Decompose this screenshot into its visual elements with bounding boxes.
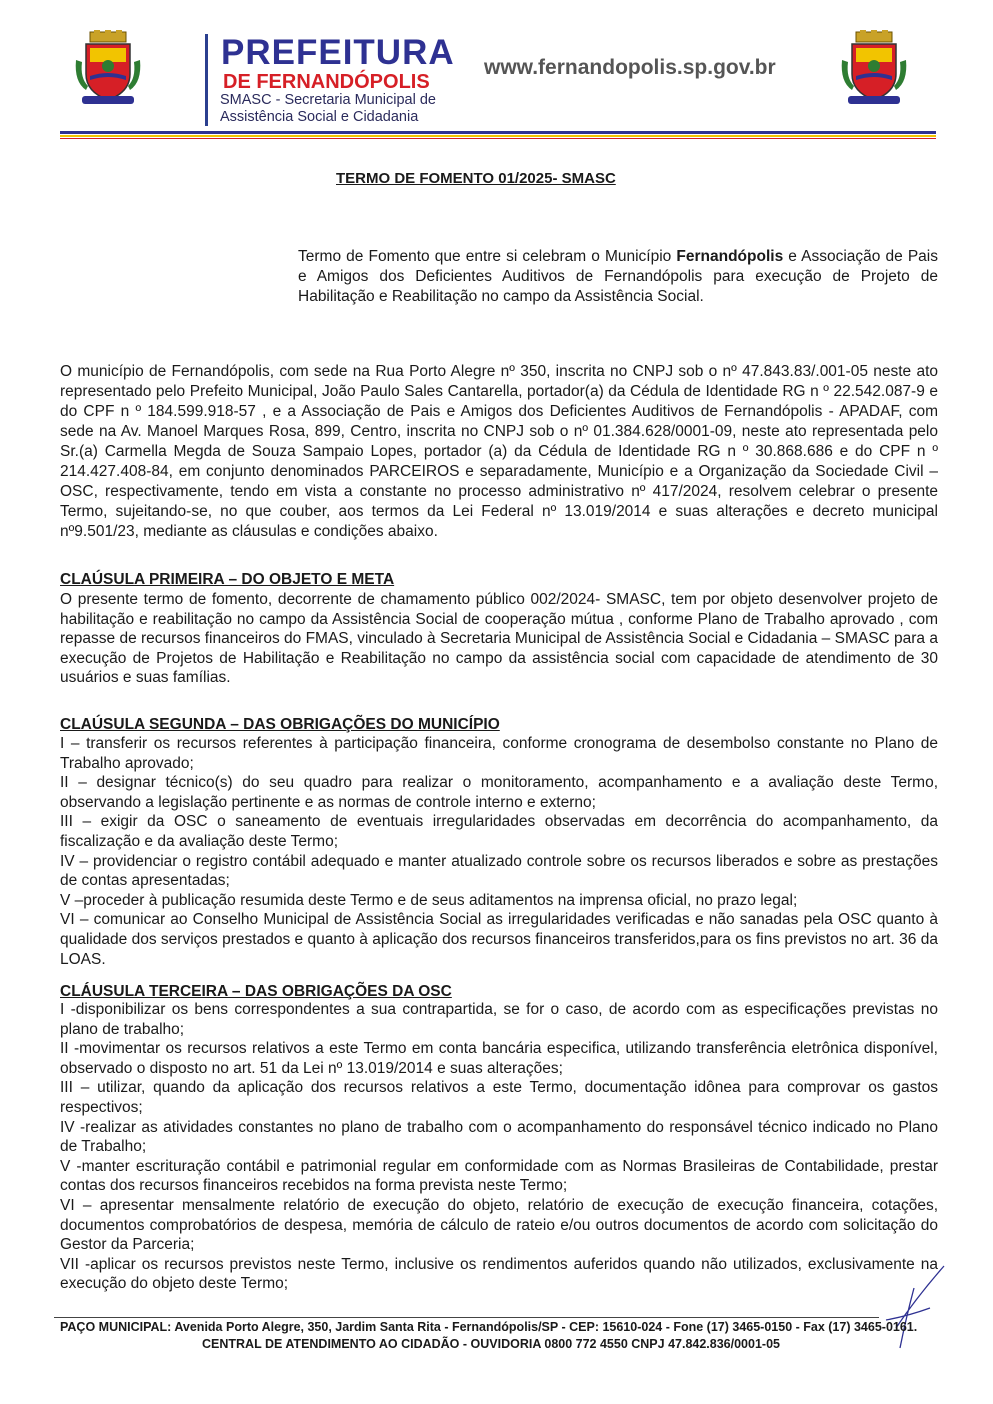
- preamble-text-2: e Associação de Pais e Amigos dos Deficientes Auditivos de Fernandópolis para execução de Projeto de Habilitação e Reabilitação no campo da Assistência Social.: [298, 248, 938, 305]
- footer-rule: [54, 1317, 879, 1318]
- intro-paragraph: O município de Fernandópolis, com sede na Rua Porto Alegre nº 350, inscrita no CNPJ sob o nº 47.843.83/.001-05 neste ato representado pelo Prefeito Municipal, João Paulo Sales Cantarella, portador(a) da Cédula de Identidade RG n º 22.542.087-9 e do CPF n º 184.599.918-57 , e a Associação de Pais e Amigos dos Deficientes Auditivos de Fernandópolis - APADAF, com sede na Av. Manoel Marques Rosa, 899, Centro, inscrita no CNPJ sob o nº 01.384.628/0001-09, neste ato representada pelo Sr.(a) Carmella Megda de Souza Sampaio Lopes, portador (a) da Cédula de Identidade RG n º 30.868.686 e do CPF n º 214.427.408-84, em conjunto denominados PARCEIROS e separadamente, Município e a Organização da Sociedade Civil – OSC, respectivamente, tendo em vista a constante no processo administrativo nº 417/2024, resolvem celebrar o presente Termo, sujeitando-se, no que couber, aos termos da Lei Federal nº 13.019/2014 e suas alterações e decreto municipal nº9.501/23, mediante as cláusulas e condições abaixo.: [60, 363, 938, 540]
- signature-initials: [856, 1258, 956, 1358]
- clause-body-third: [60, 1000, 938, 1294]
- preamble-bold-municipality: Fernandópolis: [676, 248, 784, 265]
- preamble-paragraph: [298, 247, 938, 307]
- coat-of-arms-icon: [72, 30, 144, 110]
- document-title: TERMO DE FOMENTO 01/2025- SMASC: [336, 170, 616, 187]
- clause-item: V -manter escrituração contábil e patrimonial regular em conformidade com as Normas Brasileiras de Contabilidade, prestar contas dos recursos financeiros recebidos na forma prevista neste Termo;: [60, 1157, 938, 1195]
- clause-heading-first: CLAÚSULA PRIMEIRA – DO OBJETO E META: [60, 571, 395, 588]
- brand-subtitle: DE FERNANDÓPOLIS: [223, 71, 430, 93]
- footer-address: PAÇO MUNICIPAL: Avenida Porto Alegre, 350, Jardim Santa Rita - Fernandópolis/SP - CEP: 15610-024 - Fone (17) 3465-0150 - Fax (17) 3465-0161.: [60, 1320, 918, 1334]
- clause-body-first: [60, 590, 938, 688]
- clause-item: I -disponibilizar os bens correspondentes a sua contrapartida, se for o caso, de acordo com as especificações previstas no plano de trabalho;: [60, 1001, 938, 1038]
- brand-title: PREFEITURA: [221, 33, 455, 72]
- coat-of-arms-icon: [838, 30, 910, 110]
- clause-body-second: [60, 734, 938, 969]
- footer-ombudsman: CENTRAL DE ATENDIMENTO AO CIDADÃO - OUVIDORIA 0800 772 4550 CNPJ 47.842.836/0001-05: [202, 1337, 780, 1351]
- header-rule-yellow: [60, 135, 936, 137]
- clause-item: VI – comunicar ao Conselho Municipal de Assistência Social as irregularidades verificadas e não sanadas pela OSC quanto à qualidade dos serviços prestados e quanto à aplicação dos recursos financeiros transferidos,para os fins previstos no art. 36 da LOAS.: [60, 911, 938, 968]
- clause-item: III – utilizar, quando da aplicação dos recursos relativos a este Termo, documentação idônea para comprovar os gastos respectivos;: [60, 1079, 938, 1116]
- department-line-2: Assistência Social e Cidadania: [220, 109, 419, 125]
- clause-item: O presente termo de fomento, decorrente de chamamento público 002/2024- SMASC, tem por objeto desenvolver projeto de habilitação e reabilitação no campo da Assistência Social de cooperação mútua , conforme Plano de Trabalho aprovado , com repasse de recursos financeiros do FMAS, vinculado à Secretaria Municipal de Assistência Social e Cidadania – SMASC para a execução de Projetos de Habilitação e Reabilitação no campo da assistência social com capacidade de atendimento de 30 usuários e suas famílias.: [60, 591, 938, 687]
- clause-item: IV – providenciar o registro contábil adequado e manter atualizado controle sobre os recursos liberados e sobre as prestações de contas apresentadas;: [60, 852, 938, 890]
- header-rule-blue: [60, 131, 936, 134]
- website-url[interactable]: www.fernandopolis.sp.gov.br: [484, 56, 776, 79]
- clause-item: VI – apresentar mensalmente relatório de execução do objeto, relatório de execução de execução financeira, cotações, documentos comprobatórios de despesa, memória de cálculo de rateio e/ou outros documentos de acordo com solicitação do Gestor da Parceria;: [60, 1196, 938, 1254]
- brand-divider: [205, 34, 208, 126]
- clause-item: VII -aplicar os recursos previstos neste Termo, inclusive os rendimentos auferidos quando não utilizados, exclusivamente na execução do objeto deste Termo;: [60, 1255, 938, 1293]
- clause-item: IV -realizar as atividades constantes no plano de trabalho com o acompanhamento do responsável técnico indicado no Plano de Trabalho;: [60, 1118, 938, 1156]
- clause-item: I – transferir os recursos referentes à participação financeira, conforme cronograma de desembolso constante no Plano de Trabalho aprovado;: [60, 735, 938, 772]
- clause-item: V –proceder à publicação resumida deste Termo e de seus aditamentos na imprensa oficial, no prazo legal;: [60, 891, 798, 909]
- department-name: [220, 92, 436, 126]
- preamble-text-1: Termo de Fomento que entre si celebram o Município: [298, 248, 677, 265]
- department-line-1: SMASC - Secretaria Municipal de: [220, 92, 436, 108]
- clause-item: II – designar técnico(s) do seu quadro para realizar o monitoramento, acompanhamento e a avaliação deste Termo, observando a legislação pertinente e as normas de controle interno e externo;: [60, 774, 938, 811]
- clause-item: III – exigir da OSC o saneamento de eventuais irregularidades observadas em decorrência do acompanhamento, da fiscalização e da avaliação deste Termo;: [60, 813, 938, 850]
- clause-item: II -movimentar os recursos relativos a este Termo em conta bancária especifica, utilizando transferência eletrônica disponível, observado o disposto no art. 51 da Lei nº 13.019/2014 e suas alterações;: [60, 1040, 938, 1077]
- clause-heading-second: CLAÚSULA SEGUNDA – DAS OBRIGAÇÕES DO MUNICÍPIO: [60, 716, 500, 733]
- header-rule-red: [60, 138, 936, 139]
- clause-heading-third: CLÁUSULA TERCEIRA – DAS OBRIGAÇÕES DA OSC: [60, 983, 452, 1000]
